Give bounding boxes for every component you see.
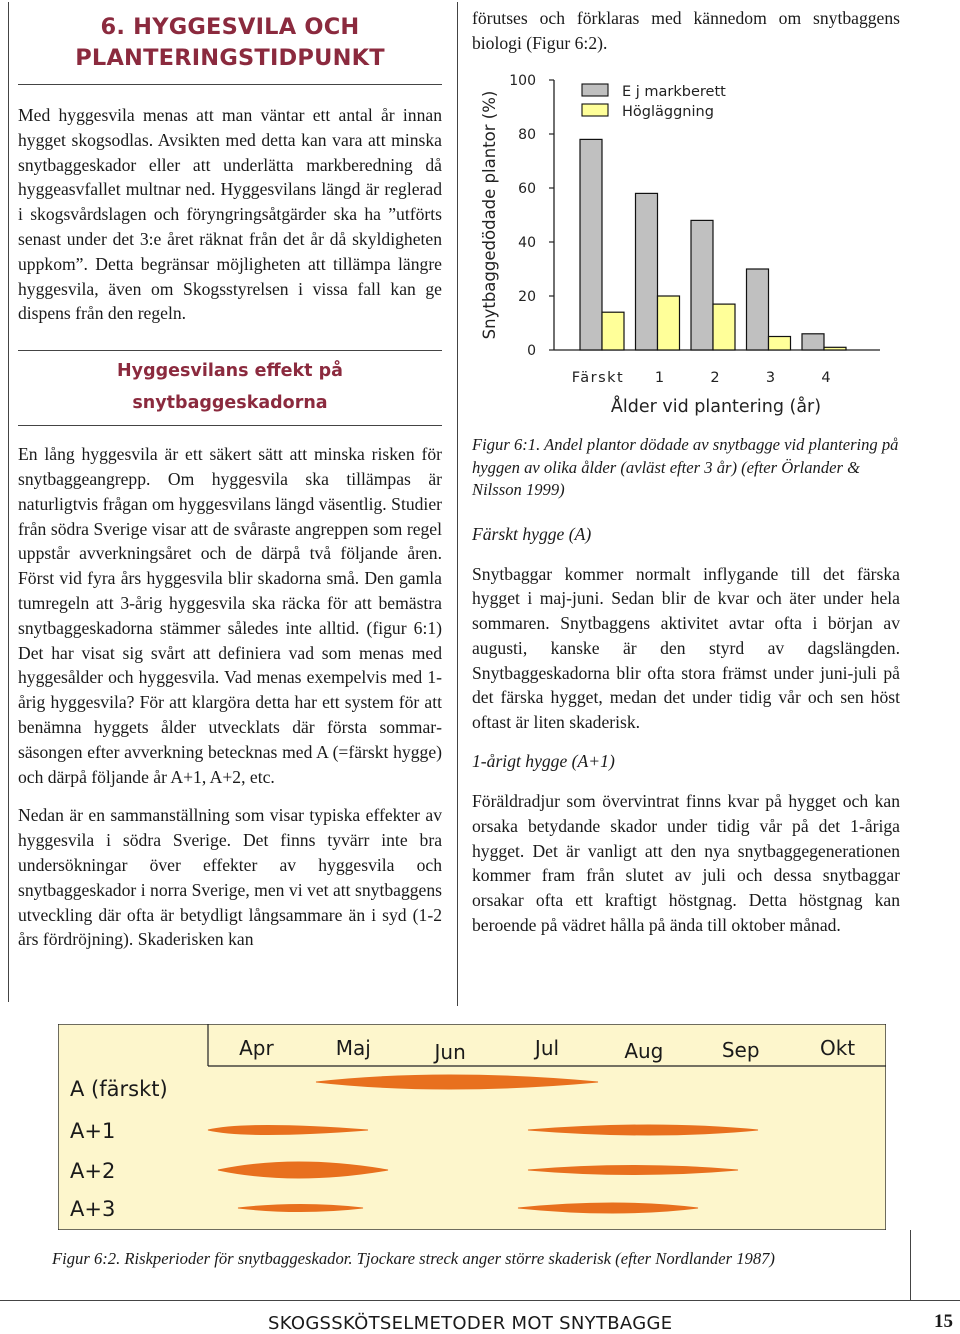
bar-ej-markberett — [747, 269, 769, 350]
timeline-svg — [58, 1024, 886, 1230]
footer-rule — [0, 1300, 960, 1301]
x-tick-label: Färskt — [571, 370, 625, 386]
fresh-clearcut-heading: Färskt hygge (A) — [472, 523, 592, 544]
subhead-line2: snytbaggeskadorna — [132, 393, 328, 414]
right-top-paragraph: förutses och förklaras med kännedom om snytbaggens biologi (Figur 6:2). — [472, 8, 900, 53]
y-tick-label: 80 — [518, 127, 536, 143]
timeline-row-label: A (färskt) — [70, 1077, 168, 1101]
intro-paragraph: Med hyggesvila menas att man väntar ett antal år innan hygget skogsodlas. Avsikten med detta kan vara att minska snytbaggeskador eller att underlätta markberedning då hyggeasvfallet multnar ned. Hyggesvilans längd är reglerad i skogsvårdslagen och föryngringsåtgärder ska ha ”utförts senast under det 3:e året räknat från det år då skyldigheten uppkom”. Detta begränsar möjligheten att tillämpa längre hyggesvila, även om Skogsstyrelsen i vissa fall kan ge dispens från den regeln. — [18, 105, 442, 324]
timeline-month-okt: Okt — [819, 1036, 856, 1060]
timeline-row-label: A+1 — [70, 1119, 116, 1143]
x-tick-label: 3 — [765, 370, 776, 386]
left-column — [18, 8, 442, 952]
y-tick-label: 60 — [518, 181, 536, 197]
right-lower-text — [472, 434, 900, 938]
figure-6-2-caption: Figur 6:2. Riskperioder för snytbaggeskador. Tjockare streck anger större skaderisk (efter Nordlander 1987) — [52, 1249, 775, 1268]
timeline-row-label: A+2 — [70, 1159, 116, 1183]
bar-hogläggning — [658, 296, 680, 350]
timeline-month-maj: Maj — [335, 1036, 371, 1060]
x-axis-label: Ålder vid plantering (år) — [610, 397, 822, 417]
figure-6-1-caption: Figur 6:1. Andel plantor dödade av snytbagge vid plantering på hyggen av olika ålder (avläst efter 3 år) (efter Örlander & Nilsson 1999) — [472, 435, 899, 499]
footer-vertical-rule — [910, 1230, 911, 1300]
x-tick-label: 2 — [710, 370, 720, 386]
y-tick-label: 100 — [509, 73, 536, 89]
x-tick-label: 4 — [821, 370, 831, 386]
y-tick-label: 0 — [527, 343, 536, 359]
right-column — [472, 6, 900, 56]
timeline-month-jun: Jun — [434, 1040, 466, 1064]
bar-chart-svg — [476, 66, 896, 422]
timeline-month-apr: Apr — [239, 1036, 274, 1060]
one-year-paragraph: Föräldradjur som övervintrat finns kvar på hygget och kan orsaka betydande skador under tidig vår på det 1-åriga hygget. Det är vanligt att den nya snytbaggegenerationen kommer fram från slutet av juli och dessa snytbaggar orsakar ofta ett kraftigt höstgnag. Detta höstgnag kan beroende på vädret hålla på ända till oktober månad. — [472, 791, 900, 936]
timeline-frame — [58, 1024, 886, 1230]
bar-hogläggning — [769, 337, 791, 351]
fresh-clearcut-paragraph: Snytbaggar kommer normalt inflygande till det färska hygget i maj-juni. Sedan blir de kvar och äter under hela sommaren. Snytbaggens aktivitet avtar ofta i början av augusti, kanske är den styrd av dagslängden. Snytbaggeskadorna blir ofta stora främst under juni-juli på det färska hygget, medan det under tidig vår och sen höst oftast är liten skaderisk. — [472, 563, 900, 733]
footer-title: SKOGSSKÖTSELMETODER MOT SNYTBAGGE — [268, 1313, 673, 1334]
y-axis-label: Snytbaggedödade plantor (%) — [480, 90, 499, 340]
y-tick-label: 20 — [518, 289, 536, 305]
x-tick-label: 1 — [654, 370, 665, 386]
bar-ej-markberett — [580, 139, 602, 350]
page-number: 15 — [934, 1311, 953, 1332]
subhead-rule-bottom — [18, 425, 442, 426]
bar-ej-markberett — [636, 193, 658, 350]
timeline-month-jul: Jul — [534, 1036, 560, 1060]
legend-swatch — [582, 104, 608, 116]
bar-hogläggning — [824, 347, 846, 350]
timeline-row-label: A+3 — [70, 1197, 116, 1221]
bar-ej-markberett — [802, 334, 824, 350]
legend-label: E j markberett — [622, 84, 726, 100]
figure-6-1-chart — [476, 66, 896, 422]
subhead-line1: Hyggesvilans effekt på — [117, 361, 343, 382]
bar-hogläggning — [602, 312, 624, 350]
legend-swatch — [582, 84, 608, 96]
section-title — [18, 12, 442, 74]
bar-ej-markberett — [691, 220, 713, 350]
figure-6-2-timeline — [58, 1024, 886, 1230]
timeline-month-aug: Aug — [624, 1039, 664, 1063]
timeline-month-sep: Sep — [721, 1038, 760, 1062]
y-tick-label: 40 — [518, 235, 536, 251]
title-rule — [18, 84, 442, 85]
summary-paragraph: Nedan är en sammanställning som visar typiska effekter av hyggesvila i södra Sverige. Det finns tyvärr inte bra undersökningar över effekter av hyggesvila och snytbaggeskador i norra Sverige, men vi vet att snytbaggens utveckling där ofta är betydligt långsammare än i syd (1-2 års fördröjning). Skaderisken kan — [18, 805, 442, 950]
subhead — [18, 355, 442, 419]
column-divider — [457, 2, 458, 1006]
effect-paragraph: En lång hyggesvila är ett säkert sätt att minska risken för snytbaggeangrepp. Om hyggesvila ska tillämpas är naturligtvis frågan om hyggesvilans längd väsentlig. Studier från södra Sverige visar att de svåraste angreppen som regel uppstår avverkningsåret och de därpå två följande åren. Först vid fyra års hyggesvila blir skadorna små. Den gamla tumregeln att 3-årig hyggesvila ska räcka för att bemästra snytbaggeskadorna stämmer således inte alltid. (figur 6:1) Det har visat sig svårt att definiera vad som menas med hyggesålder och hyggesvila. Vad menas exempelvis med 1-årig hyggesvila? För att klargöra detta har ett system för att benämna hyggets ålder utvecklats där första sommarsäsongen efter avverkning betecknas med A (=färskt hygge) och därpå följande år A+1, A+2, etc. — [18, 444, 442, 787]
one-year-heading: 1-årigt hygge (A+1) — [472, 751, 615, 772]
legend-label: Högläggning — [622, 104, 714, 120]
section-title-line1: 6. HYGGESVILA OCH — [100, 14, 360, 40]
subhead-rule-top — [18, 350, 442, 351]
section-title-line2: PLANTERINGSTIDPUNKT — [75, 45, 385, 71]
bar-hogläggning — [713, 304, 735, 350]
left-margin-rule — [8, 2, 9, 1002]
